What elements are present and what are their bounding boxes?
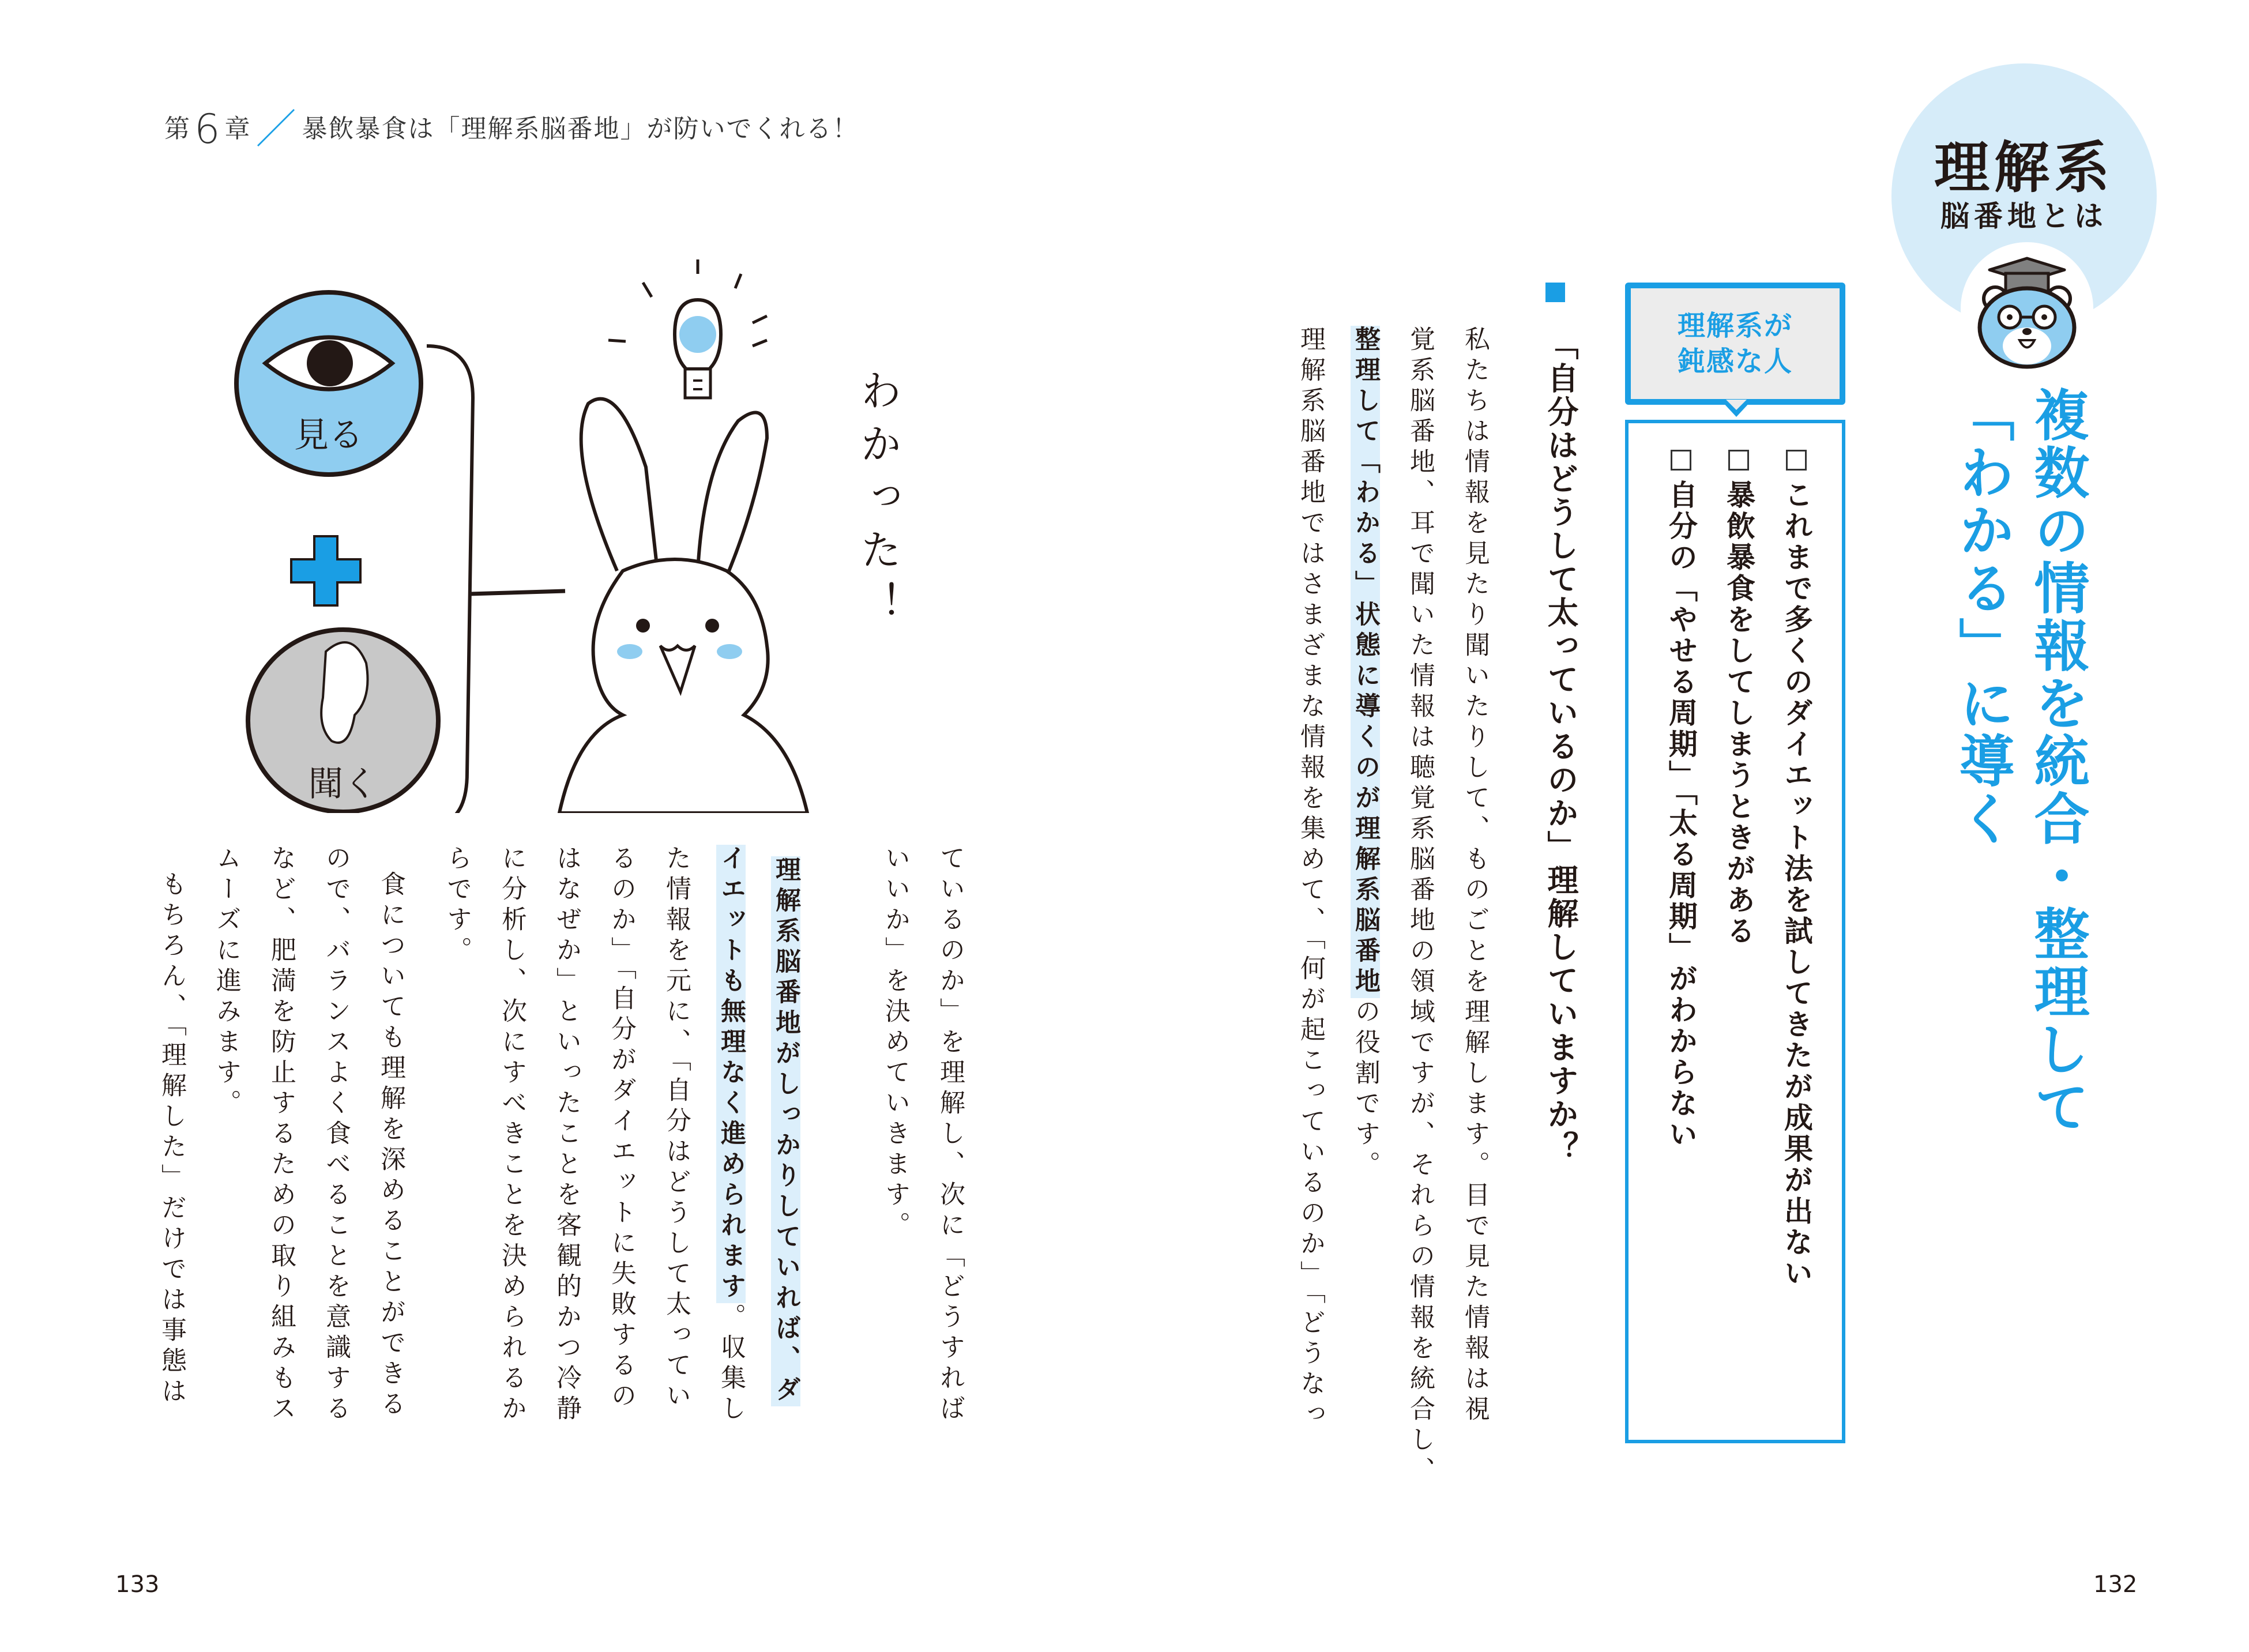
- main-title-line-1: 複数の情報を統合・整理して: [2025, 386, 2090, 1136]
- body-column: らです。: [442, 845, 472, 967]
- checklist-item: [1724, 450, 1753, 947]
- body-column: 食についても理解を深めることができる: [376, 871, 405, 1421]
- body-column: に分析し、次にすべきことを決められるか: [497, 845, 526, 1425]
- highlighted-text: イエットも無理なく進められます: [716, 845, 746, 1303]
- checkbox-icon[interactable]: [1671, 450, 1691, 471]
- subheading-square-icon: [1545, 283, 1565, 302]
- body-text: 。収集し: [716, 1303, 746, 1425]
- chapter-prefix: 第: [164, 114, 191, 144]
- checklist-item-text: これまで多くのダイエット法を試してきたが成果が出ない: [1780, 480, 1813, 1289]
- running-head: [164, 97, 859, 155]
- illustration-see-hear-understand: [219, 248, 940, 813]
- body-column: た情報を元に、「自分はどうして太ってい: [661, 845, 691, 1413]
- separator-slash-icon: ／: [255, 106, 298, 153]
- chapter-number: 6: [194, 106, 221, 153]
- header-badge-title: 理解系: [1934, 136, 2114, 200]
- svg-text:見る: 見る: [294, 415, 363, 456]
- checklist-item: [1664, 450, 1698, 1150]
- body-column: [773, 856, 798, 1406]
- main-title-line-2: 「わかる」に導く: [1950, 386, 2015, 848]
- body-column: もちろん、「理解した」だけでは事態は: [157, 871, 186, 1408]
- svg-text:聞く: 聞く: [309, 764, 378, 804]
- bear-mascot-icon: [1972, 254, 2082, 369]
- checkbox-icon[interactable]: [1728, 450, 1749, 471]
- body-column: いいか」を決めていきます。: [881, 845, 910, 1242]
- subheading: 「自分はどうして太っているのか」理解していますか？: [1543, 329, 1579, 1165]
- body-column: 私たちは情報を見たり聞いたりして、ものごとを理解します。目で見た情報は視: [1460, 326, 1490, 1426]
- chapter-title: 暴飲暴食は「理解系脳番地」が防いでくれる！: [302, 114, 859, 144]
- body-column: ムーズに進みます。: [212, 845, 241, 1120]
- callout-label: [1625, 283, 1845, 405]
- body-column: など、肥満を防止するための取り組みもス: [266, 845, 296, 1425]
- callout-label-line-1: 理解系が: [1677, 309, 1793, 342]
- body-column: るのか」「自分がダイエットに失敗するの: [607, 845, 636, 1413]
- body-column: はなぜか」といったことを客観的かつ冷静: [552, 845, 581, 1425]
- highlighted-text: 理解系脳番地がしっかりしていれば、ダ: [771, 856, 800, 1406]
- body-column: 覚系脳番地、耳で聞いた情報は聴覚系脳番地の領域ですが、それらの情報を統合し、: [1405, 326, 1435, 1487]
- exclamation-wakatta: わかった！: [853, 369, 902, 634]
- callout-label-line-2: 鈍感な人: [1677, 345, 1793, 378]
- checklist-item-text: 暴飲暴食をしてしまうときがある: [1722, 480, 1755, 947]
- body-column: [716, 845, 746, 1425]
- checklist-item-text: 自分の「やせる周期」「太る周期」がわからない: [1664, 480, 1698, 1150]
- header-badge-subtitle: 脳番地とは: [1940, 200, 2108, 233]
- checklist-item: [1782, 450, 1811, 1289]
- page-number-left: 133: [115, 1571, 160, 1598]
- body-column: 理解系脳番地ではさまざまな情報を集めて、「何が起こっているのか」「どうなっ: [1296, 326, 1325, 1431]
- body-text: の役割です。: [1351, 998, 1380, 1181]
- page-number-right: 132: [2093, 1571, 2138, 1598]
- rabbit-icon: [559, 399, 807, 813]
- lightbulb-icon: [608, 259, 767, 398]
- checkbox-icon[interactable]: [1786, 450, 1807, 471]
- chapter-suffix: 章: [224, 114, 251, 144]
- highlighted-text: 整理して「わかる」状態に導くのが理解系脳番地: [1351, 326, 1380, 998]
- body-column: ているのか」を理解し、次に「どうすれば: [935, 845, 965, 1425]
- plus-icon: [291, 536, 360, 605]
- callout-pointer-fill: [1726, 400, 1747, 410]
- body-column: [1352, 326, 1378, 1181]
- body-column: ので、バランスよく食べることを意識する: [321, 845, 351, 1425]
